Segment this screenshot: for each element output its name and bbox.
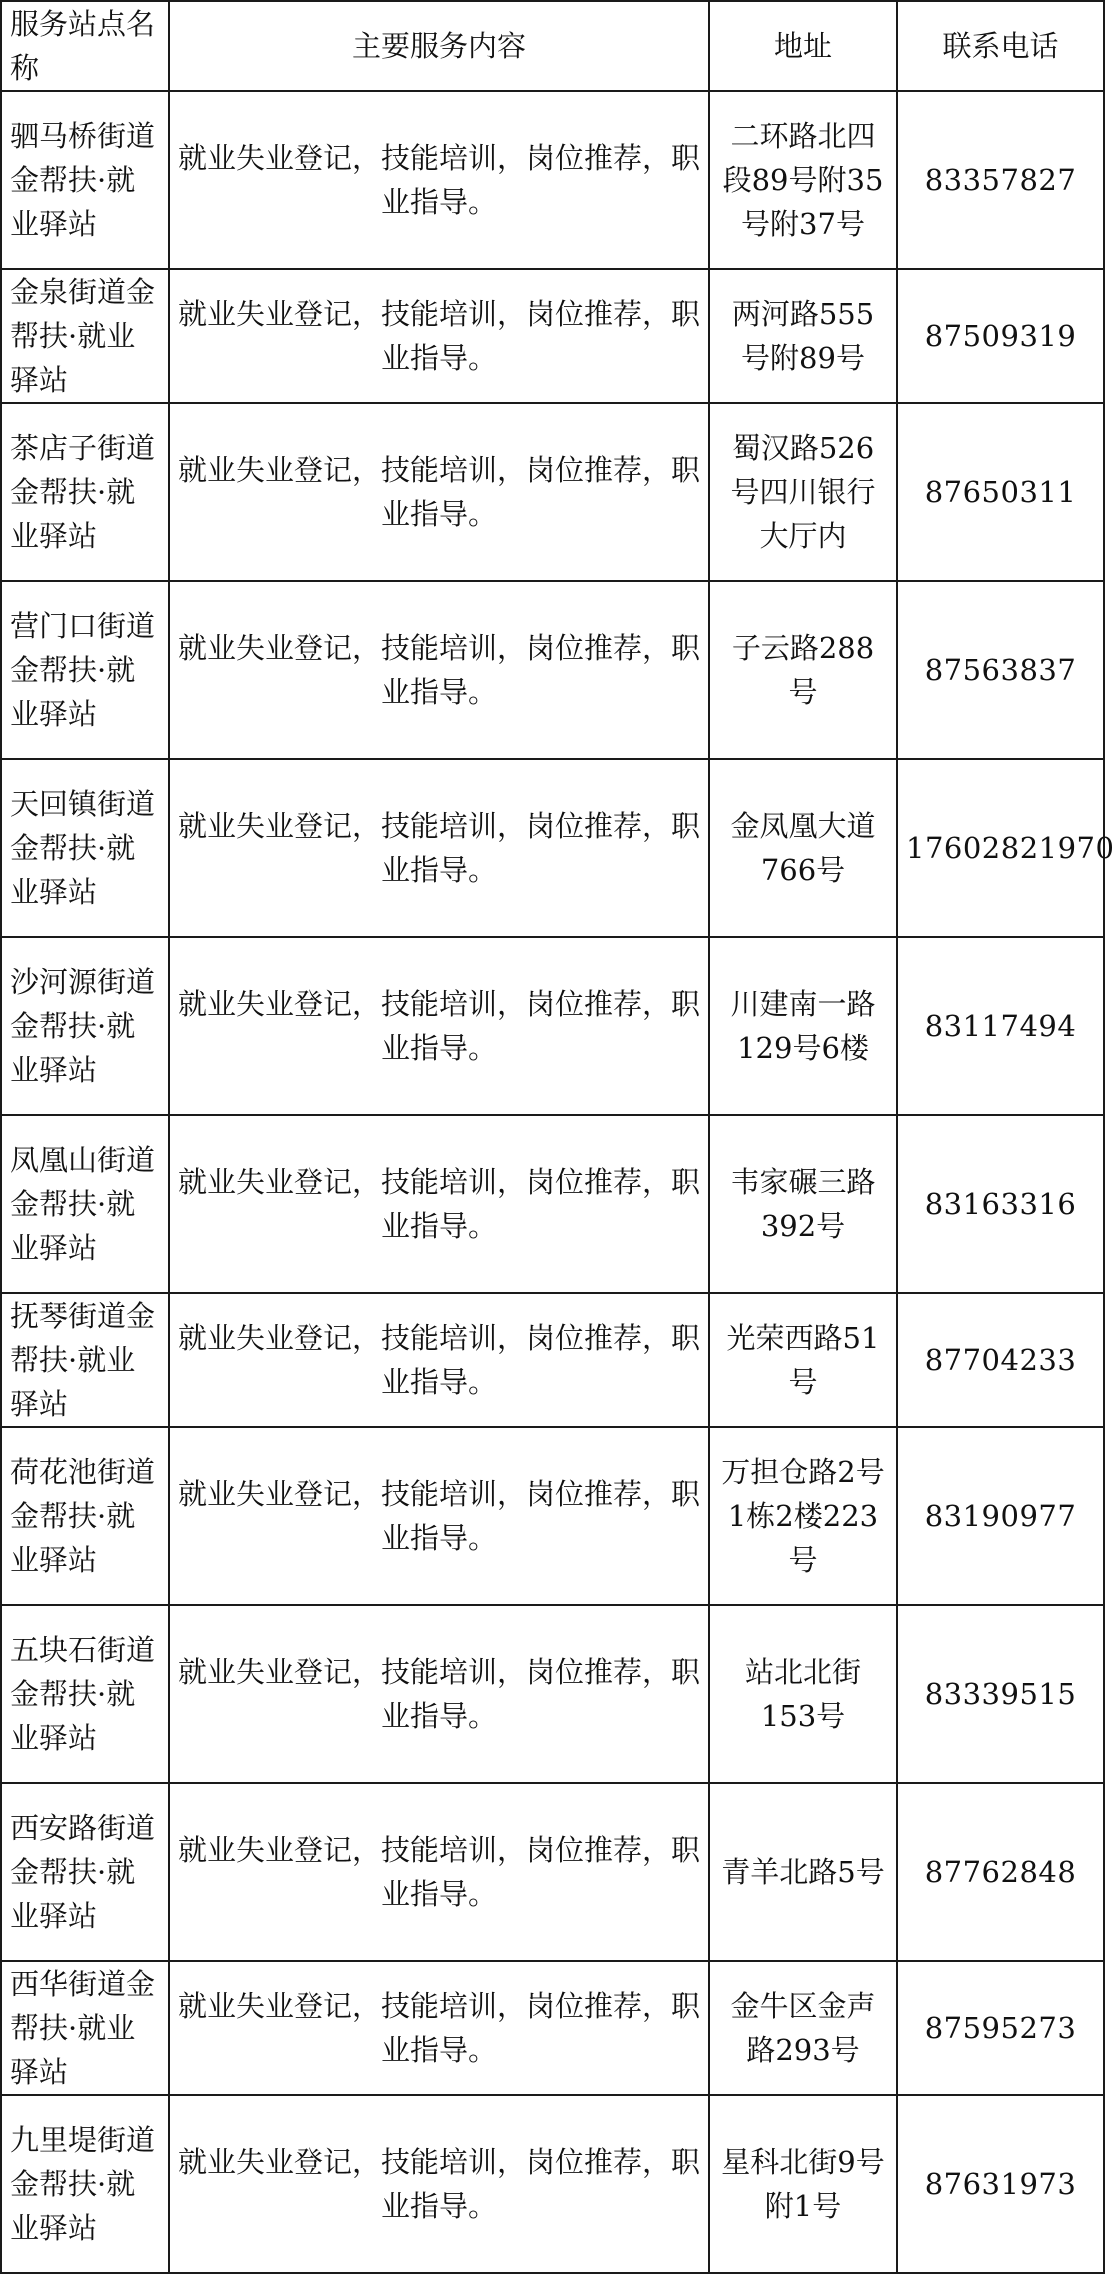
table-row (1, 2095, 1104, 2273)
service-content-cell: 就业失业登记，技能培训，岗位推荐，职业指导。 (169, 1783, 709, 1961)
table-row (1, 1427, 1104, 1605)
phone-cell: 87650311 (897, 403, 1104, 581)
address-cell: 万担仓路2号1栋2楼223号 (709, 1427, 897, 1605)
table-row (1, 403, 1104, 581)
station-name-cell: 五块石街道金帮扶·就业驿站 (1, 1605, 169, 1783)
phone-cell: 87631973 (897, 2095, 1104, 2273)
station-name-cell: 西华街道金帮扶·就业驿站 (1, 1961, 169, 2095)
header-service-content: 主要服务内容 (169, 1, 709, 91)
phone-cell: 83117494 (897, 937, 1104, 1115)
service-content-cell: 就业失业登记，技能培训，岗位推荐，职业指导。 (169, 91, 709, 269)
header-phone: 联系电话 (897, 1, 1104, 91)
service-content-cell: 就业失业登记，技能培训，岗位推荐，职业指导。 (169, 937, 709, 1115)
table-row (1, 91, 1104, 269)
table-row (1, 1293, 1104, 1427)
address-cell: 蜀汉路526号四川银行大厅内 (709, 403, 897, 581)
station-name-cell: 营门口街道金帮扶·就业驿站 (1, 581, 169, 759)
address-cell: 青羊北路5号 (709, 1783, 897, 1961)
table-header-row (1, 1, 1104, 91)
table-row (1, 269, 1104, 403)
station-name-cell: 金泉街道金帮扶·就业驿站 (1, 269, 169, 403)
address-cell: 光荣西路51号 (709, 1293, 897, 1427)
phone-cell: 83190977 (897, 1427, 1104, 1605)
service-content-cell: 就业失业登记，技能培训，岗位推荐，职业指导。 (169, 1293, 709, 1427)
station-name-cell: 西安路街道金帮扶·就业驿站 (1, 1783, 169, 1961)
station-name-cell: 九里堤街道金帮扶·就业驿站 (1, 2095, 169, 2273)
address-cell: 二环路北四段89号附35号附37号 (709, 91, 897, 269)
address-cell: 站北北街153号 (709, 1605, 897, 1783)
station-name-cell: 驷马桥街道金帮扶·就业驿站 (1, 91, 169, 269)
address-cell: 金牛区金声路293号 (709, 1961, 897, 2095)
phone-cell: 87509319 (897, 269, 1104, 403)
station-name-cell: 天回镇街道金帮扶·就业驿站 (1, 759, 169, 937)
phone-cell: 87563837 (897, 581, 1104, 759)
station-name-cell: 茶店子街道金帮扶·就业驿站 (1, 403, 169, 581)
station-name-cell: 荷花池街道金帮扶·就业驿站 (1, 1427, 169, 1605)
table-row (1, 581, 1104, 759)
phone-cell: 83357827 (897, 91, 1104, 269)
phone-cell: 83163316 (897, 1115, 1104, 1293)
phone-cell: 83339515 (897, 1605, 1104, 1783)
station-name-cell: 沙河源街道金帮扶·就业驿站 (1, 937, 169, 1115)
service-content-cell: 就业失业登记，技能培训，岗位推荐，职业指导。 (169, 269, 709, 403)
table-row (1, 1605, 1104, 1783)
service-content-cell: 就业失业登记，技能培训，岗位推荐，职业指导。 (169, 1115, 709, 1293)
header-address: 地址 (709, 1, 897, 91)
station-name-cell: 凤凰山街道金帮扶·就业驿站 (1, 1115, 169, 1293)
service-content-cell: 就业失业登记，技能培训，岗位推荐，职业指导。 (169, 2095, 709, 2273)
address-cell: 川建南一路129号6楼 (709, 937, 897, 1115)
station-name-cell: 抚琴街道金帮扶·就业驿站 (1, 1293, 169, 1427)
service-content-cell: 就业失业登记，技能培训，岗位推荐，职业指导。 (169, 403, 709, 581)
table-row (1, 1115, 1104, 1293)
service-content-cell: 就业失业登记，技能培训，岗位推荐，职业指导。 (169, 581, 709, 759)
table-row (1, 937, 1104, 1115)
address-cell: 两河路555号附89号 (709, 269, 897, 403)
phone-cell: 87595273 (897, 1961, 1104, 2095)
service-content-cell: 就业失业登记，技能培训，岗位推荐，职业指导。 (169, 759, 709, 937)
phone-cell: 87762848 (897, 1783, 1104, 1961)
service-content-cell: 就业失业登记，技能培训，岗位推荐，职业指导。 (169, 1605, 709, 1783)
phone-cell: 17602821970 (897, 759, 1104, 937)
service-content-cell: 就业失业登记，技能培训，岗位推荐，职业指导。 (169, 1961, 709, 2095)
service-content-cell: 就业失业登记，技能培训，岗位推荐，职业指导。 (169, 1427, 709, 1605)
table-row (1, 1961, 1104, 2095)
address-cell: 韦家碾三路392号 (709, 1115, 897, 1293)
address-cell: 星科北街9号附1号 (709, 2095, 897, 2273)
header-station-name: 服务站点名称 (1, 1, 169, 91)
address-cell: 子云路288号 (709, 581, 897, 759)
table-row (1, 1783, 1104, 1961)
table-row (1, 759, 1104, 937)
phone-cell: 87704233 (897, 1293, 1104, 1427)
address-cell: 金凤凰大道766号 (709, 759, 897, 937)
